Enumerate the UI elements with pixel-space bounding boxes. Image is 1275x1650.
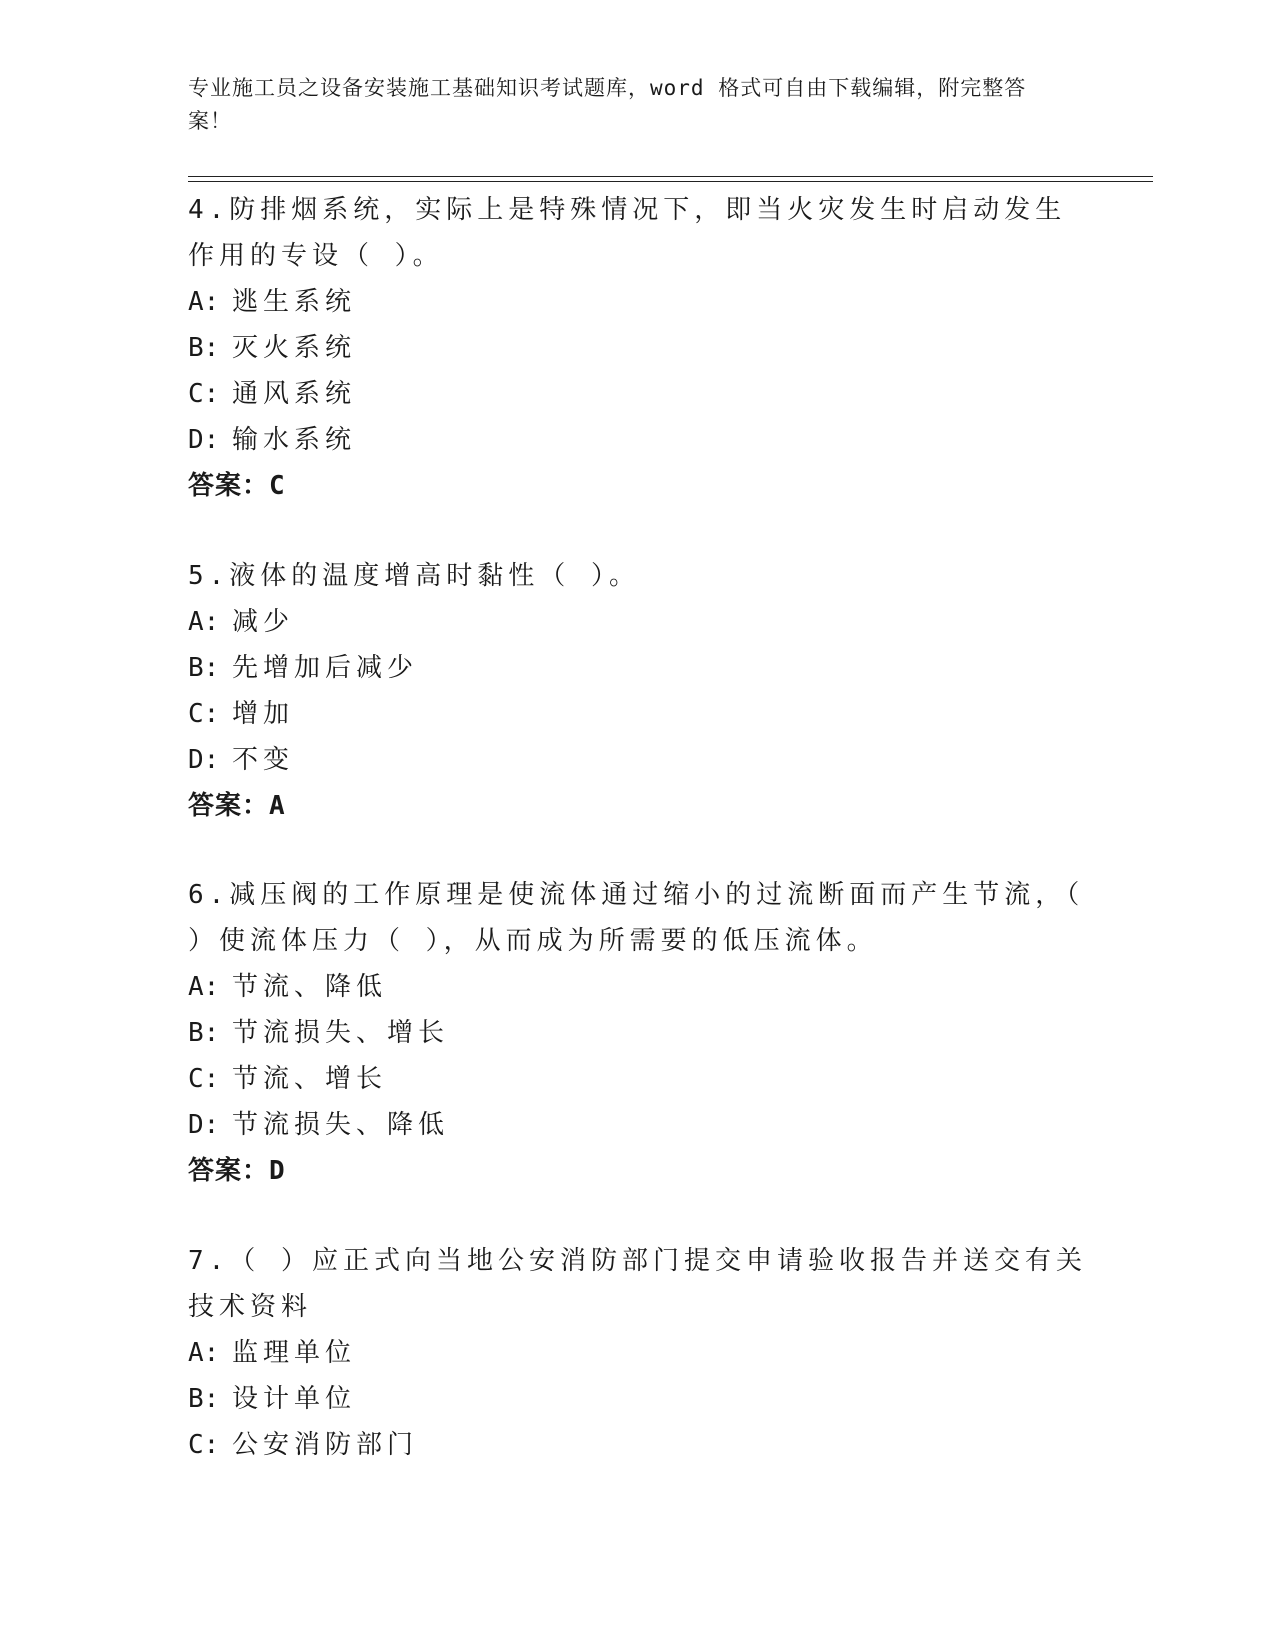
question-4 [188, 187, 1088, 509]
option-a [188, 279, 1088, 325]
option-letter: C: [188, 1064, 220, 1094]
question-7 [188, 1238, 1088, 1468]
option-text: 不变 [232, 745, 295, 775]
option-letter: B: [188, 1018, 220, 1048]
option-c [188, 1056, 1088, 1102]
option-c [188, 691, 1088, 737]
option-b [188, 1376, 1088, 1422]
option-text: 减少 [232, 607, 295, 637]
option-b [188, 1010, 1088, 1056]
option-text: 节流损失、增长 [232, 1018, 450, 1048]
option-text: 逃生系统 [232, 287, 357, 317]
option-a [188, 964, 1088, 1010]
option-c [188, 1422, 1088, 1468]
option-letter: C: [188, 379, 220, 409]
option-letter: D: [188, 745, 220, 775]
header-divider-bottom [188, 181, 1153, 182]
option-d [188, 1102, 1088, 1148]
option-text: 节流、降低 [232, 972, 388, 1002]
answer: 答案：D [188, 1156, 286, 1186]
option-letter: B: [188, 333, 220, 363]
option-letter: D: [188, 1110, 220, 1140]
option-a [188, 1330, 1088, 1376]
header-text: 专业施工员之设备安装施工基础知识考试题库，word 格式可自由下载编辑，附完整答案！ [188, 76, 1027, 133]
option-letter: A: [188, 1338, 220, 1368]
question-5 [188, 553, 1088, 829]
option-letter: D: [188, 425, 220, 455]
option-text: 通风系统 [232, 379, 357, 409]
option-text: 节流、增长 [232, 1064, 388, 1094]
document-header [188, 72, 1068, 138]
option-text: 灭火系统 [232, 333, 357, 363]
option-text: 输水系统 [232, 425, 357, 455]
option-letter: A: [188, 607, 220, 637]
option-b [188, 645, 1088, 691]
option-letter: B: [188, 653, 220, 683]
option-letter: B: [188, 1384, 220, 1414]
header-divider-top [188, 176, 1153, 177]
option-text: 设计单位 [232, 1384, 357, 1414]
option-text: 节流损失、降低 [232, 1110, 450, 1140]
option-a [188, 599, 1088, 645]
answer: 答案：A [188, 791, 286, 821]
option-letter: C: [188, 1430, 220, 1460]
option-text: 公安消防部门 [232, 1430, 419, 1460]
question-6 [188, 872, 1088, 1194]
question-stem: 4.防排烟系统，实际上是特殊情况下，即当火灾发生时启动发生作用的专设（ ）。 [188, 195, 1067, 271]
question-stem: 7.（ ）应正式向当地公安消防部门提交申请验收报告并送交有关技术资料 [188, 1246, 1087, 1322]
question-stem: 6.减压阀的工作原理是使流体通过缩小的过流断面而产生节流，（ ）使流体压力（ ），从而成为所需要的低压流体。 [188, 880, 1085, 956]
option-text: 监理单位 [232, 1338, 357, 1368]
answer: 答案：C [188, 471, 286, 501]
option-letter: A: [188, 287, 220, 317]
option-text: 先增加后减少 [232, 653, 419, 683]
option-c [188, 371, 1088, 417]
question-stem: 5.液体的温度增高时黏性（ ）。 [188, 561, 640, 591]
option-d [188, 737, 1088, 783]
option-b [188, 325, 1088, 371]
option-text: 增加 [232, 699, 295, 729]
option-d [188, 417, 1088, 463]
option-letter: C: [188, 699, 220, 729]
option-letter: A: [188, 972, 220, 1002]
